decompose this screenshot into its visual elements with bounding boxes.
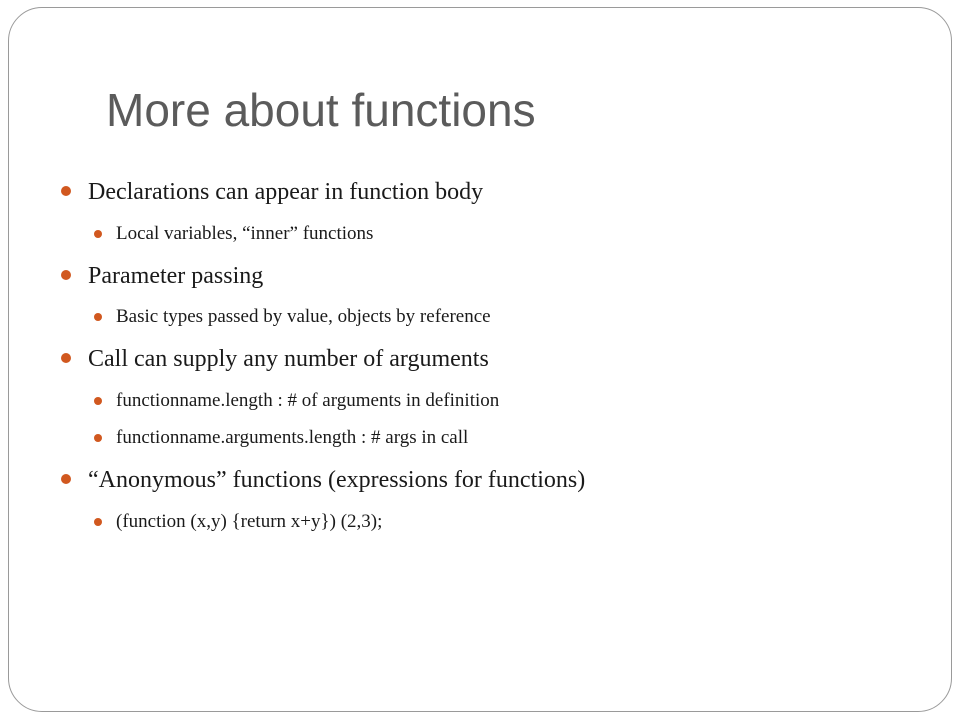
bullet-dot-icon (61, 474, 71, 484)
bullet-dot-icon (61, 270, 71, 280)
sub-bullet-item (116, 305, 491, 329)
sub-bullet-text: functionname.length : # of arguments in definition (116, 390, 500, 411)
bullet-item (88, 261, 263, 291)
bullet-dot-icon (94, 313, 102, 321)
bullet-dot-icon (94, 518, 102, 526)
sub-bullet-item (116, 510, 382, 534)
bullet-dot-icon (61, 186, 71, 196)
slide-title: More about functions (106, 84, 536, 136)
bullet-text: “Anonymous” functions (expressions for functions) (88, 467, 586, 493)
sub-bullet-text: Basic types passed by value, objects by reference (116, 306, 491, 327)
sub-bullet-text: (function (x,y) {return x+y}) (2,3); (116, 511, 383, 532)
bullet-item (88, 177, 483, 207)
bullet-dot-icon (61, 353, 71, 363)
bullet-text: Call can supply any number of arguments (88, 346, 489, 372)
bullet-dot-icon (94, 434, 102, 442)
bullet-dot-icon (94, 397, 102, 405)
bullet-dot-icon (94, 230, 102, 238)
sub-bullet-item (116, 222, 373, 246)
sub-bullet-item (116, 389, 499, 413)
bullet-item (88, 465, 585, 495)
bullet-text: Parameter passing (88, 263, 264, 289)
sub-bullet-text: functionname.arguments.length : # args in call (116, 427, 469, 448)
sub-bullet-item (116, 426, 468, 450)
sub-bullet-text: Local variables, “inner” functions (116, 223, 374, 244)
bullet-item (88, 344, 489, 374)
bullet-text: Declarations can appear in function body (88, 179, 484, 205)
